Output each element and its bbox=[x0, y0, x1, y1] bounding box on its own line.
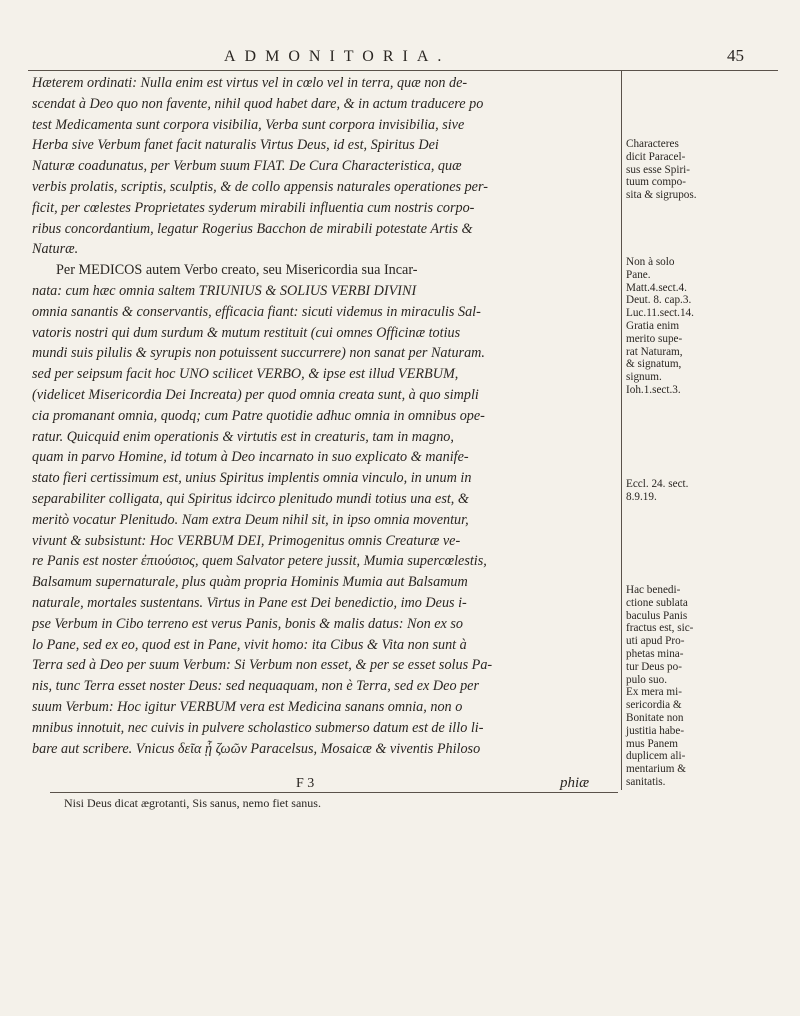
text-line: vatoris nostri qui dum surdum & mutum restituit (cui omnes Officinæ totius bbox=[32, 324, 461, 341]
marginal-note-characteres bbox=[626, 138, 766, 202]
text-line: sed per seipsum facit hoc UNO scilicet VERBO, & ipse est illud VERBUM, bbox=[32, 366, 459, 383]
text-line: pse Verbum in Cibo terreno est verus Panis, bonis & malis datus: Non ex so bbox=[32, 615, 463, 632]
marginal-line: Gratia enim bbox=[626, 319, 680, 332]
marginal-line: Characteres bbox=[626, 138, 679, 150]
marginal-line: sita & sigrupos. bbox=[626, 189, 697, 202]
marginal-line: Non à solo bbox=[626, 256, 675, 268]
text-line: mundi suis pilulis & syrupis non potuissent succurrere) non sanat per Naturam. bbox=[32, 345, 485, 362]
text-line: nata: cum hæc omnia saltem TRIUNIUS & SOLIUS VERBI DIVINI bbox=[32, 282, 417, 299]
text-line: bare aut scribere. Vnicus δεῖα ᾗ ζωῶν Paracelsus, Mosaicæ & viventis Philoso bbox=[32, 740, 481, 757]
marginal-line: Bonitate non bbox=[626, 711, 684, 724]
running-title: ADMONITORIA. bbox=[224, 48, 451, 65]
marginal-note-haec-benedictione bbox=[626, 584, 766, 789]
page-number: 45 bbox=[727, 46, 744, 65]
marginal-line: mus Panem bbox=[626, 737, 678, 750]
marginal-line: Hac benedi- bbox=[626, 584, 681, 596]
text-line: Naturæ coadunatus, per Verbum suum FIAT. De Cura Characteristica, quæ bbox=[32, 158, 462, 175]
text-line: lo Pane, sed ex eo, quod est in Pane, vivit homo: ita Cibus & Vita non sunt à bbox=[32, 636, 467, 653]
footer-rule bbox=[50, 792, 618, 793]
text-line: Hæterem ordinati: Nulla enim est virtus vel in cœlo vel in terra, quæ non de- bbox=[32, 75, 468, 91]
text-line: separabiliter colligata, qui Spiritus idcirco plenitudo mundi totius una est, & bbox=[32, 490, 469, 507]
marginal-line: signum. bbox=[626, 371, 662, 384]
margin-rule bbox=[621, 70, 622, 790]
marginal-line: Matt.4.sect.4. bbox=[626, 281, 687, 294]
marginal-line: Deut. 8. cap.3. bbox=[626, 294, 692, 307]
text-line: Naturæ. bbox=[32, 241, 79, 258]
text-line: Per MEDICOS autem Verbo creato, seu Misericordia sua Incar- bbox=[56, 262, 418, 279]
text-line: cia promanant omnia, quodq; cum Patre quotidie adhuc omnia in omnibus ope- bbox=[32, 407, 485, 424]
text-line: omnia sanantis & conservantis, efficacia fiant: sicuti videmus in miraculis Sal- bbox=[32, 303, 481, 320]
main-text-block bbox=[32, 73, 618, 759]
marginal-line: baculus Panis bbox=[626, 609, 688, 622]
marginal-note-eccl bbox=[626, 478, 766, 504]
marginal-line: dicit Paracel- bbox=[626, 150, 686, 163]
text-line: verbis prolatis, scriptis, sculptis, & de collo appensis naturales operationes per- bbox=[32, 178, 488, 195]
text-line: ficit, per cœlestes Proprietates syderum mirabili influentia cum nostris corpo- bbox=[32, 199, 475, 216]
text-line: ratur. Quicquid enim operationis & virtutis est in creaturis, tam in magno, bbox=[32, 428, 454, 445]
marginal-line: Pane. bbox=[626, 268, 651, 281]
marginal-line: sanitatis. bbox=[626, 775, 666, 788]
text-line: naturale, mortales sustentans. Virtus in Pane est Dei benedictio, imo Deus i- bbox=[32, 594, 467, 611]
marginal-line: justitia habe- bbox=[626, 724, 685, 737]
marginal-line: duplicem ali- bbox=[626, 750, 686, 763]
text-line: meritò vocatur Plenitudo. Nam extra Deum nihil sit, in ipso omnia moventur, bbox=[32, 511, 469, 528]
marginal-line: & signatum, bbox=[626, 358, 682, 371]
text-line: ribus concordantium, legatur Rogerius Bacchon de mirabili potestate Artis & bbox=[32, 220, 473, 237]
marginal-line: sus esse Spiri- bbox=[626, 163, 691, 176]
text-line: suum Verbum: Hoc igitur VERBUM vera est Medicina sanans omnia, non o bbox=[32, 698, 463, 715]
marginal-line: phetas mina- bbox=[626, 647, 684, 660]
text-line: Balsamum supernaturale, plus quàm propria Hominis Mumia aut Balsamum bbox=[32, 574, 468, 591]
footer-note: Nisi Deus dicat ægrotanti, Sis sanus, nemo fiet sanus. bbox=[64, 796, 321, 810]
text-line: Herba sive Verbum fanet facit naturalis Virtus Deus, id est, Spiritus Dei bbox=[32, 137, 439, 154]
marginal-line: pulo suo. bbox=[626, 673, 668, 686]
text-line: Terra sed à Deo per suum Verbum: Si Verbum non esset, & per se esset solus Pa- bbox=[32, 657, 493, 674]
text-line: nis, tunc Terra esset noster Deus: sed nequaquam, non è Terra, sed ex Deo per bbox=[32, 678, 479, 695]
text-line: mnibus innotuit, nec cuivis in pulvere scholastico submerso datum est de illo li- bbox=[32, 719, 484, 736]
marginal-note-non-a-solo bbox=[626, 256, 766, 397]
text-line: stato fieri certissimum est, unius Spiritus implentis omnia vinculo, in unum in bbox=[32, 470, 472, 487]
marginal-line: Luc.11.sect.14. bbox=[626, 307, 694, 320]
marginal-line: Eccl. 24. sect. bbox=[626, 478, 689, 490]
text-line: quam in parvo Homine, id totum à Deo incarnato in suo explicato & manife- bbox=[32, 449, 469, 466]
signature-mark: F 3 bbox=[296, 776, 315, 791]
text-line: scendat à Deo quo non favente, nihil quod habet dare, & in actum traducere po bbox=[32, 95, 484, 112]
marginal-line: 8.9.19. bbox=[626, 490, 657, 503]
marginal-line: rat Naturam, bbox=[626, 345, 683, 358]
marginal-line: merito supe- bbox=[626, 332, 683, 345]
marginal-line: sericordia & bbox=[626, 699, 682, 712]
text-line: (videlicet Misericordia Dei Increata) per quod omnia creata sunt, à quo simpli bbox=[32, 386, 479, 403]
marginal-line: ctione sublata bbox=[626, 596, 688, 609]
marginal-line: tur Deus po- bbox=[626, 660, 682, 673]
marginal-line: uti apud Pro- bbox=[626, 635, 685, 648]
marginal-line: Ioh.1.sect.3. bbox=[626, 383, 681, 396]
marginal-line: mentarium & bbox=[626, 763, 686, 776]
marginal-line: tuum compo- bbox=[626, 176, 686, 189]
marginal-line: Ex mera mi- bbox=[626, 686, 682, 699]
page-header bbox=[28, 30, 778, 71]
text-line: re Panis est noster ἐπιούσιος, quem Salvator petere jussit, Mumia supercœlestis, bbox=[32, 553, 487, 570]
text-line: test Medicamenta sunt corpora visibilia, Verba sunt corpora invisibilia, sive bbox=[32, 116, 465, 133]
marginal-line: fractus est, sic- bbox=[626, 622, 694, 635]
text-line: vivunt & subsistunt: Hoc VERBUM DEI, Primogenitus omnis Creaturæ ve- bbox=[32, 532, 461, 549]
catchword: phiæ bbox=[560, 775, 590, 791]
